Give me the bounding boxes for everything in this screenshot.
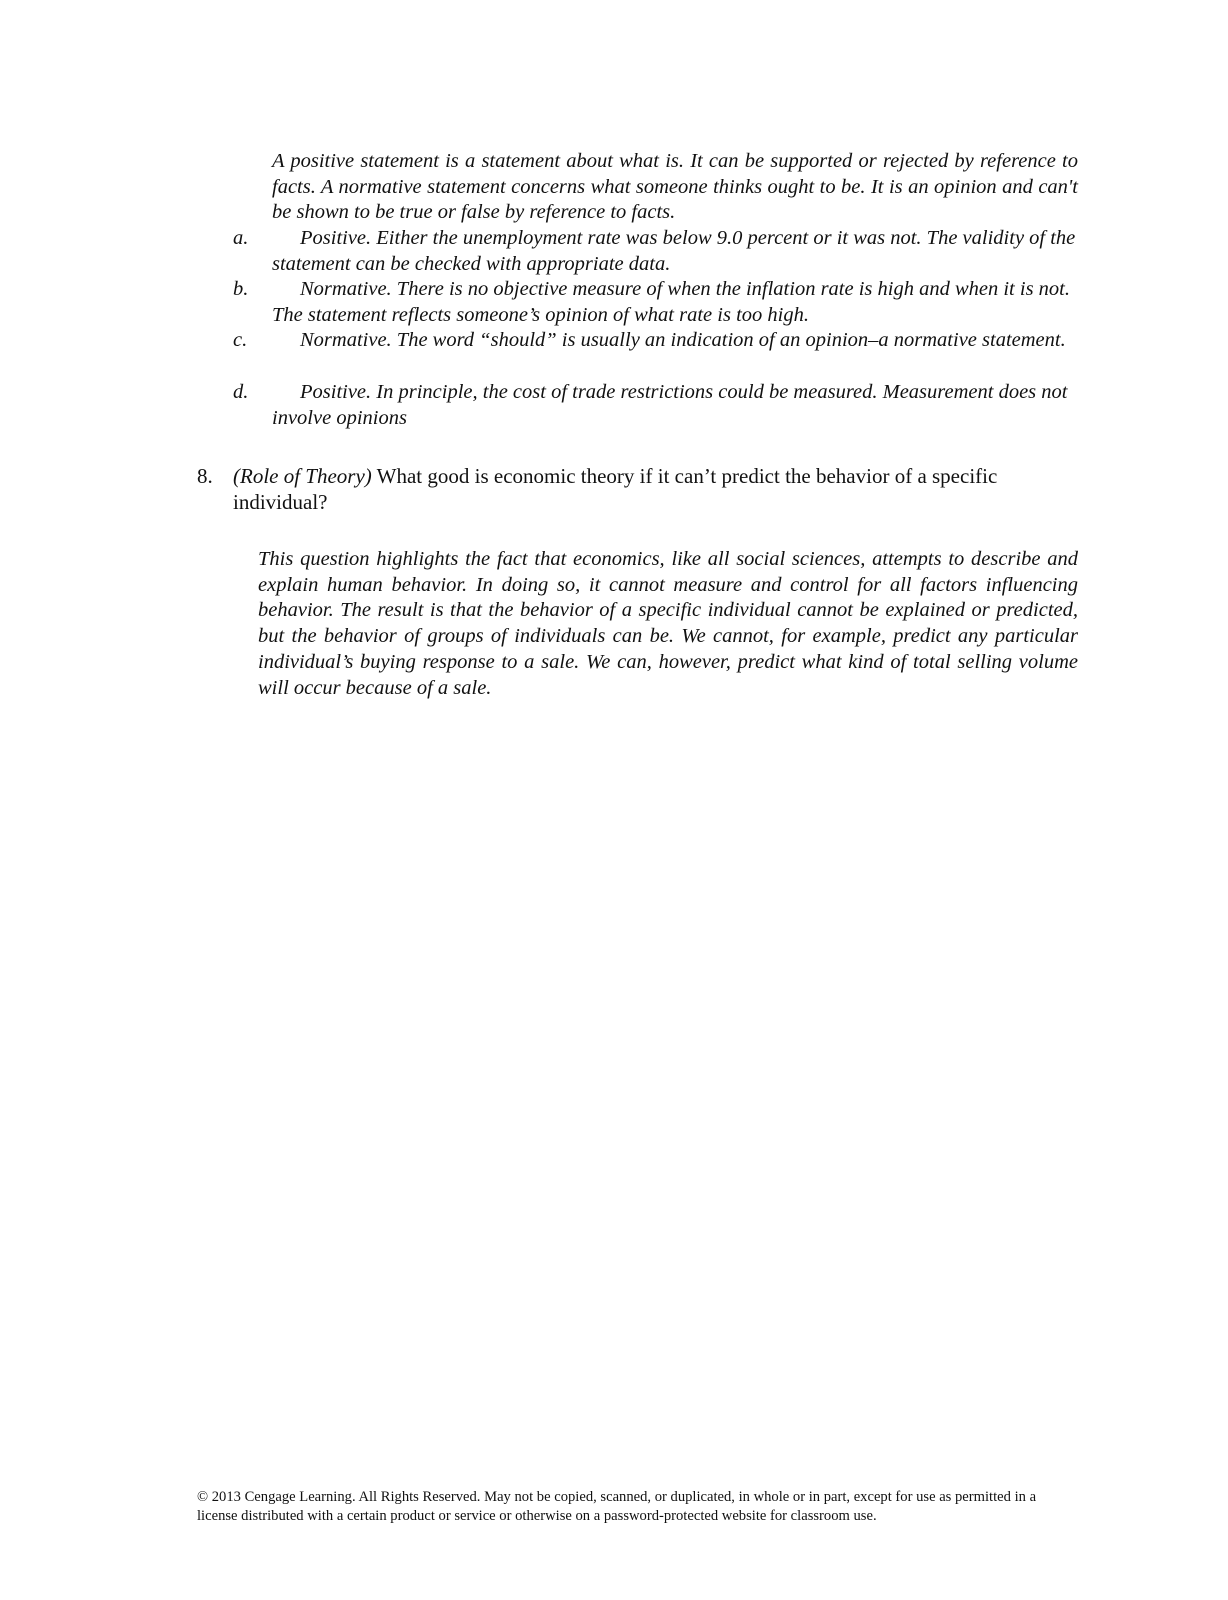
item-text: Normative. There is no objective measure of when the inflation rate is high and when it is not. The statement reflects someone’s opinion of what rate is too high. [272,278,1071,326]
question-text-block [233,464,1047,515]
question-number: 8. [197,464,213,488]
item-letter: b. [233,278,249,300]
item-letter: a. [233,227,249,249]
item-text: Normative. The word “should” is usually an indication of an opinion–a normative statement. [300,329,1066,351]
question-8 [197,464,1047,515]
answer-paragraph: This question highlights the fact that economics, like all social sciences, attempts to describe and explain human behavior. In doing so, it cannot measure and control for all factors influencing behavior. The result is that the behavior of a specific individual cannot be explained or predicted, but the behavior of groups of individuals can be. We cannot, for example, predict any particular individual’s buying response to a sale. We can, however, predict what kind of total selling volume will occur because of a sale. [258,548,1078,699]
item-letter: d. [233,381,249,403]
intro-paragraph: A positive statement is a statement about what is. It can be supported or rejected by reference to facts. A normative statement concerns what someone thinks ought to be. It is an opinion and can't be shown to be true or false by reference to facts. [272,150,1078,224]
answer-item-a [233,226,1078,277]
question-text: What good is economic theory if it can’t predict the behavior of a specific individual? [233,464,998,514]
item-letter: c. [233,329,248,351]
item-text: Positive. Either the unemployment rate was below 9.0 percent or it was not. The validity of the statement can be checked with appropriate data. [272,227,1076,275]
item-text: Positive. In principle, the cost of trade restrictions could be measured. Measurement does not involve opinions [272,381,1068,429]
copyright-footer: © 2013 Cengage Learning. All Rights Reserved. May not be copied, scanned, or duplicated, in whole or in part, except for use as permitted in a license distributed with a certain product or service or otherwise on a password-protected website for classroom use. [197,1489,1037,1524]
answer-item-c [233,328,1078,354]
question-topic: (Role of Theory) [233,464,372,488]
answer-item-d [233,380,1078,431]
answer-item-b [233,277,1078,328]
